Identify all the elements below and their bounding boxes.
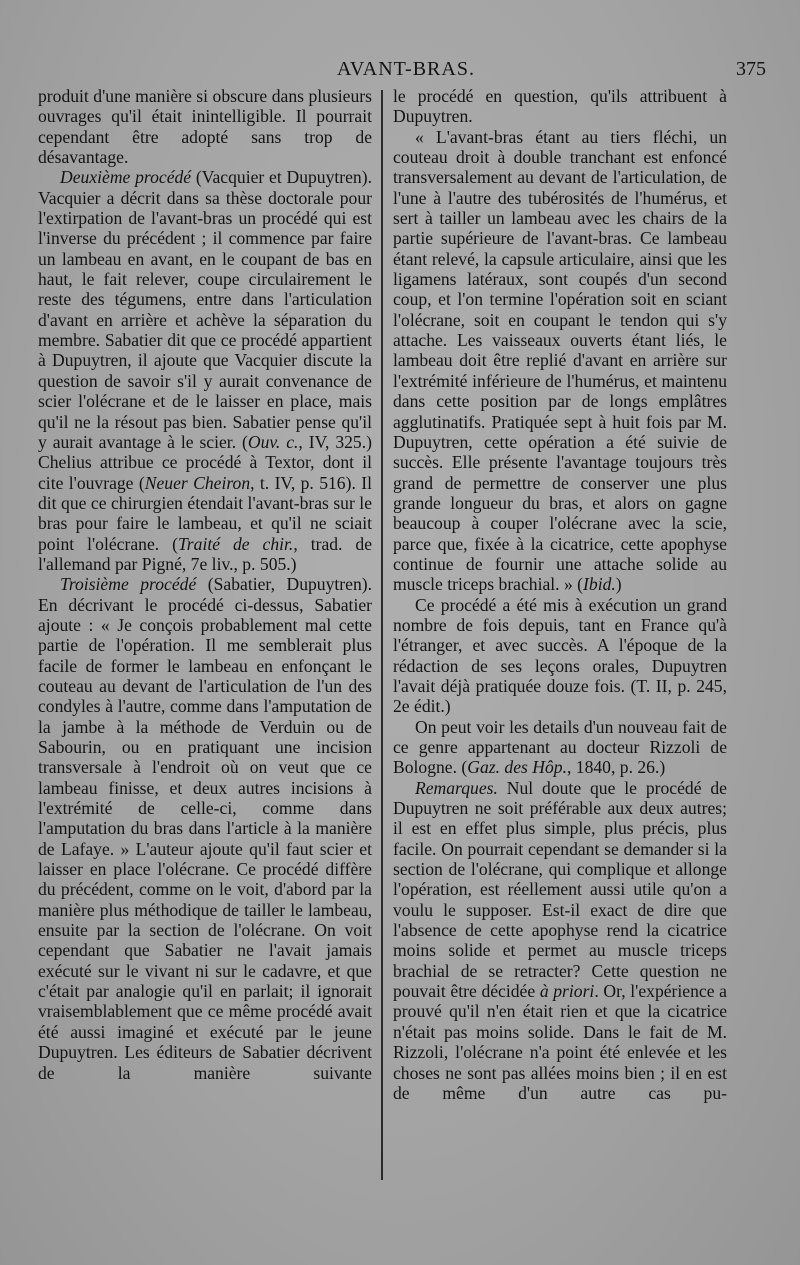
right-column	[393, 86, 727, 1103]
column-divider	[381, 90, 383, 1180]
citation: Neuer Cheiron	[144, 472, 251, 493]
paragraph: « L'avant-bras étant au tiers fléchi, un couteau droit à double tranchant est enfoncé transversalement au devant de l'articulation, de l'une à l'autre des tubérosités de l'humérus, et sert à tailler un lambeau avec les chairs de la partie supérieure de l'avant-bras. Ce lambeau étant relevé, la capsule articulaire, ainsi que les ligamens latéraux, sont coupés d'un second coup, et l'on termine l'opération soit en sciant l'olécrane, soit en coupant le tendon qui s'y attache. Les vaisseaux ouverts étant liés, le lambeau doit être replié d'avant en arrière sur l'extrémité inférieure de l'humérus, et maintenu dans cette position par de longs emplâtres agglutinatifs. Pratiquée sept à huit fois par M. Dupuytren, cette opération a été suivie de succès. Elle présente l'avantage toujours très grand de permettre de conserver une plus grande longueur du bras, et alors on gagne beaucoup à couper l'olécrane avec la scie, parce que, fixée à la cicatrice, cette apophyse continue de fournir une attache solide au muscle triceps brachial. » (Ibid.)	[393, 126, 727, 595]
section-heading: Remarques.	[415, 777, 498, 798]
citation: Ouv. c.	[247, 431, 299, 452]
citation: Traité de chir.	[177, 533, 294, 554]
paragraph: Remarques. Nul doute que le procédé de Dupuytren ne soit préférable aux deux autres; il est en effet plus simple, plus précis, plus facile. On pourrait cependant se demander si la section de l'olécrane, qui complique et allonge l'opération, est réellement aussi utile qu'on a voulu le supposer. Est-il exact de dire que l'absence de cette apophyse rend la cicatrice moins solide et permet au muscle triceps brachial de se retracter? Cette question ne pouvait être décidée à priori. Or, l'expérience a prouvé qu'il n'en était rien et que la cicatrice n'était pas moins solide. Dans le fait de M. Rizzoli, l'olécrane n'a point été enlevée et les choses ne sont pas allées moins bien ; il en est de même d'un autre cas pu-	[393, 777, 727, 1103]
page-number: 375	[736, 58, 766, 80]
section-heading: Troisième procédé	[60, 574, 197, 595]
paragraph: produit d'une manière si obscure dans plusieurs ouvrages qu'il était inintelligible. Il pourrait cependant être adopté sans trop de désavantage.	[38, 86, 372, 168]
running-title: AVANT-BRAS.	[337, 58, 475, 80]
paragraph: Troisième procédé (Sabatier, Dupuytren). En décrivant le procédé ci-dessus, Sabatier ajoute : « Je conçois probablement mal cette partie de l'opération. Il me semblerait plus facile de former le lambeau en enfonçant le couteau au devant de l'articulation de l'un des condyles à l'autre, comme dans l'amputation de la jambe à la méthode de Verduin ou de Sabourin, ou en pratiquant une incision transversale à l'endroit où on veut que ce lambeau finisse, et deux autres incisions à l'extrémité de celle-ci, comme dans l'amputation du bras dans l'article à la manière de Lafaye. » L'auteur ajoute qu'il faut scier et laisser en place l'olécrane. Ce procédé diffère du précédent, comme on le voit, d'abord par la manière plus méthodique de tailler le lambeau, ensuite par la section de l'olécrane. On voit cependant que Sabatier ne l'avait jamais exécuté sur le vivant ni sur le cadavre, et que c'était par analogie qu'il en parlait; il ignorait vraisemblablement que ce même procédé avait été aussi imaginé et exécuté par le jeune Dupuytren. Les éditeurs de Sabatier décrivent de la manière suivante	[38, 574, 372, 1083]
running-header	[38, 58, 774, 84]
section-heading: Deuxième procédé	[60, 167, 192, 188]
left-column	[38, 86, 372, 1083]
emphasis: à priori	[539, 981, 595, 1002]
paragraph: Deuxième procédé (Vacquier et Dupuytren). Vacquier a décrit dans sa thèse doctorale pour l'extirpation de l'avant-bras un procédé qui est l'inverse du précédent ; il commence par faire un lambeau en avant, en le coupant de bas en haut, le fait relever, coupe circulairement le reste des tégumens, entre dans l'articulation d'avant en arrière et achève la séparation du membre. Sabatier dit que ce procédé appartient à Dupuytren, il ajoute que Vacquier discute la question de savoir s'il y aurait convenance de scier l'olécrane et de le laisser en place, mais qu'il ne la résout pas bien. Sabatier pense qu'il y aurait avantage à le scier. (Ouv. c., IV, 325.) Chelius attribue ce procédé à Textor, dont il cite l'ouvrage (Neuer Cheiron, t. IV, p. 516). Il dit que ce chirurgien étendait l'avant-bras sur le bras pour faire le lambeau, et qu'il ne sciait point l'olécrane. (Traité de chir., trad. de l'allemand par Pigné, 7e liv., p. 505.)	[38, 167, 373, 574]
paragraph: le procédé en question, qu'ils attribuent à Dupuytren.	[393, 86, 727, 127]
paragraph: On peut voir les details d'un nouveau fait de ce genre appartenant au docteur Rizzoli de Bologne. (Gaz. des Hôp., 1840, p. 26.)	[393, 716, 727, 778]
citation: Gaz. des Hôp.	[467, 757, 567, 778]
citation: Ibid.	[583, 574, 616, 595]
paragraph: Ce procédé a été mis à exécution un grand nombre de fois depuis, tant en France qu'à l'étranger, et avec succès. A l'époque de la rédaction de ses leçons orales, Dupuytren l'avait déjà pratiquée douze fois. (T. II, p. 245, 2e édit.)	[393, 594, 727, 717]
